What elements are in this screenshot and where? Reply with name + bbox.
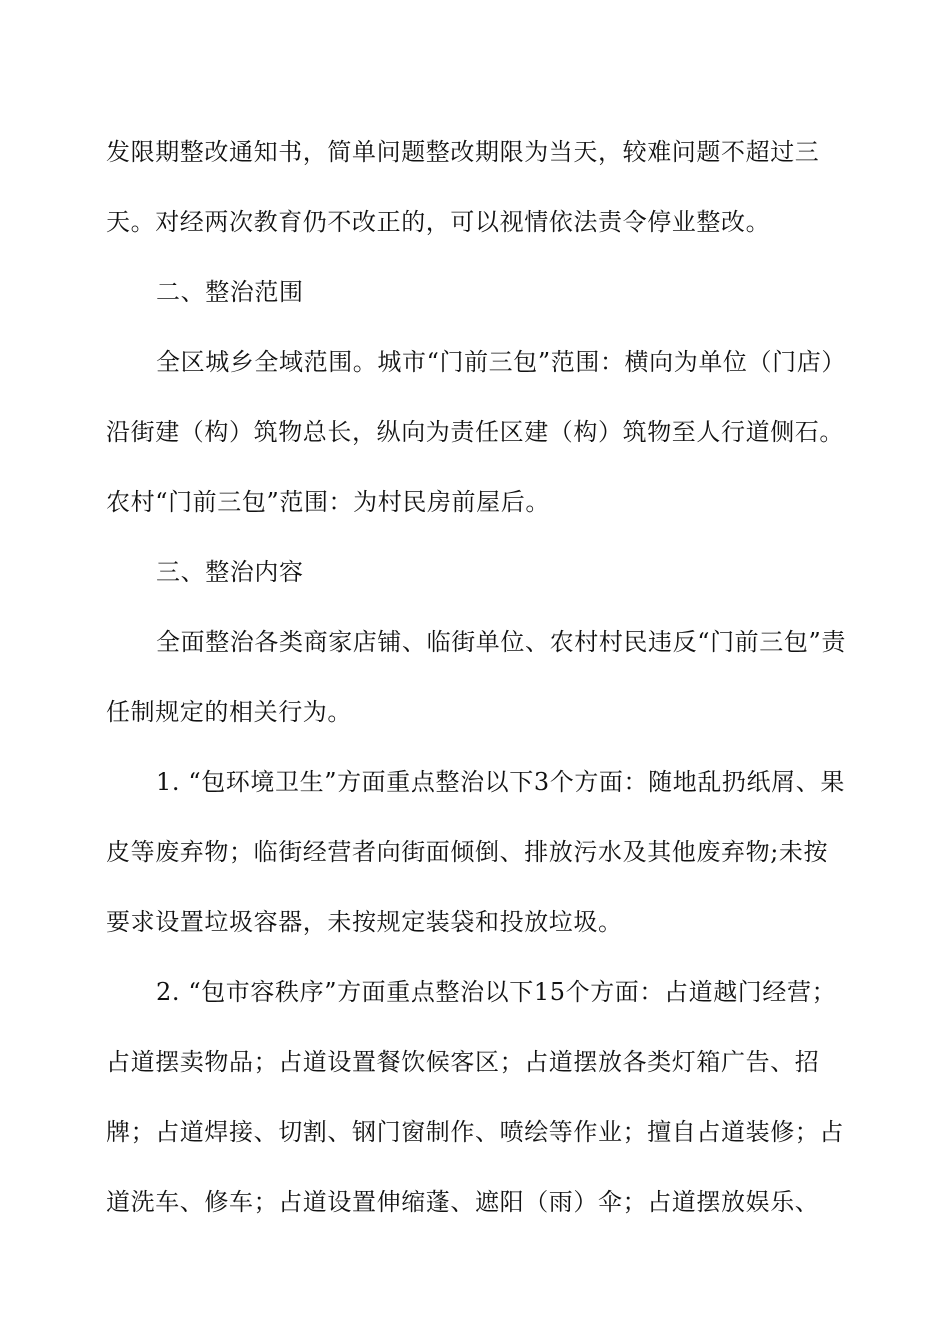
paragraph-continued: 发限期整改通知书，简单问题整改期限为当天，较难问题不超过三天。对经两次教育仍不改正的，可以视情依法责令停业整改。 [106, 138, 820, 236]
section-heading-content: 三、整治内容 [156, 558, 304, 586]
paragraph-item-2: 2. “包市容秩序”方面重点整治以下15个方面：占道越门经营；占道摆卖物品；占道设置餐饮候客区；占道摆放各类灯箱广告、招牌；占道焊接、切割、钢门窗制作、喷绘等作业；擅自占道装修；占道洗车、修车；占道设置伸缩蓬、遮阳（雨）伞；占道摆放娱乐、 [106, 978, 844, 1216]
paragraph-content: 全面整治各类商家店铺、临街单位、农村村民违反“门前三包”责任制规定的相关行为。 [106, 628, 846, 726]
paragraph-scope: 全区城乡全域范围。城市“门前三包”范围：横向为单位（门店）沿街建（构）筑物总长，纵向为责任区建（构）筑物至人行道侧石。农村“门前三包”范围：为村民房前屋后。 [106, 348, 846, 516]
paragraph-item-1: 1. “包环境卫生”方面重点整治以下3个方面：随地乱扔纸屑、果皮等废弃物；临街经营者向街面倾倒、排放污水及其他废弃物;未按要求设置垃圾容器，未按规定装袋和投放垃圾。 [106, 768, 845, 936]
section-heading-scope: 二、整治范围 [156, 278, 304, 306]
